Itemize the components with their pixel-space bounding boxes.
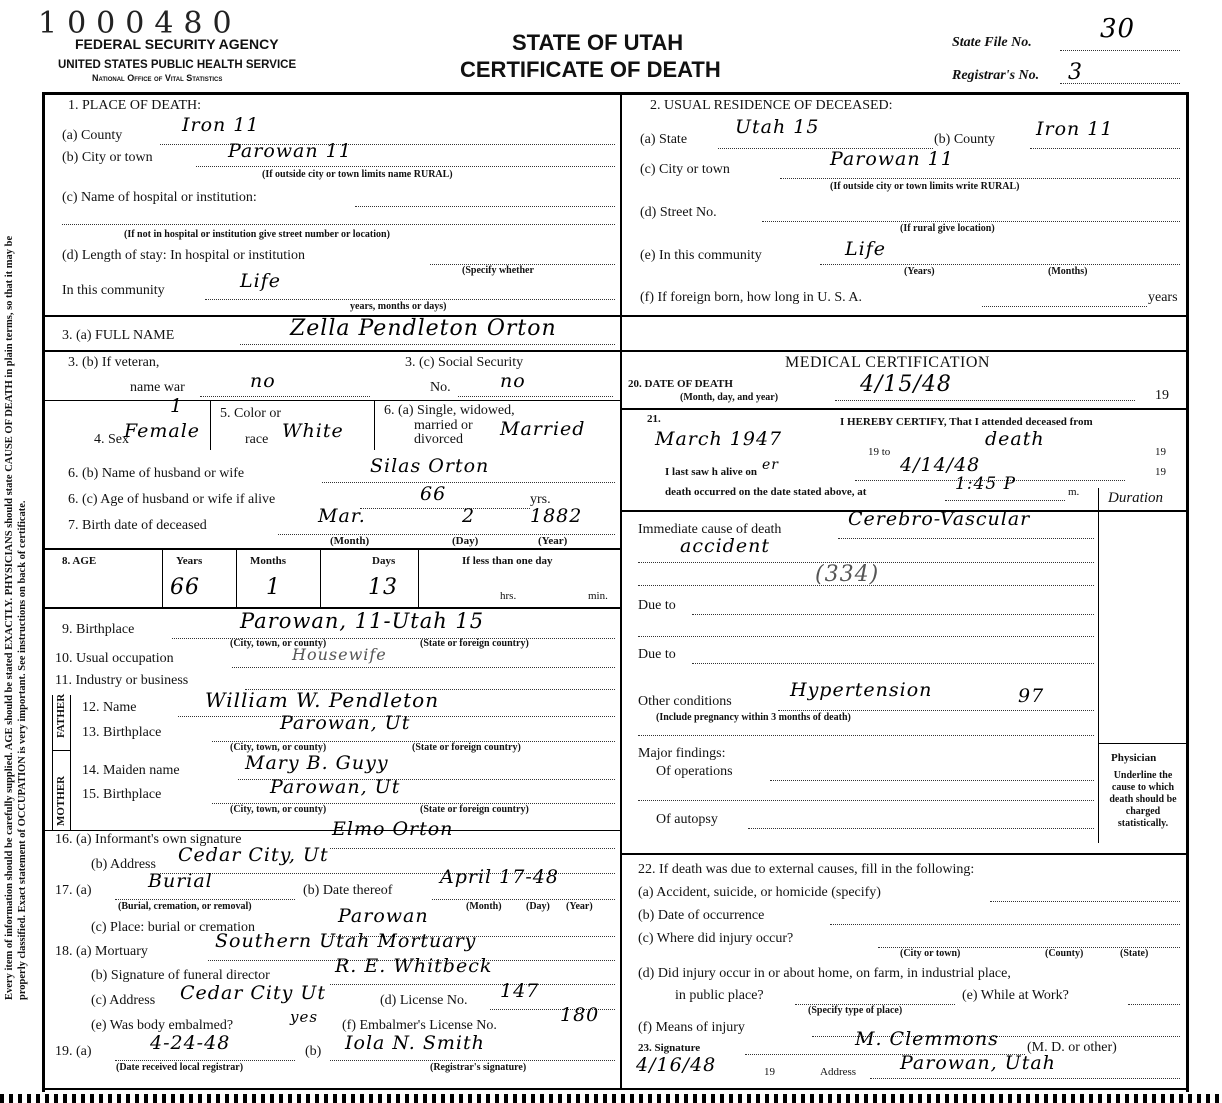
mother-birthplace-value: Parowan, Ut: [270, 776, 401, 798]
means-of-injury-label: (f) Means of injury: [638, 1020, 745, 1035]
race-label: race: [245, 432, 269, 447]
frame-center: [620, 92, 622, 1088]
title-state: STATE OF UTAH: [512, 30, 684, 55]
age-less-label: If less than one day: [462, 555, 553, 567]
community-value: Life: [240, 270, 281, 292]
informant-value: Elmo Orton: [332, 818, 454, 840]
rule: [620, 853, 1188, 855]
mother-birthplace-label: 15. Birthplace: [82, 787, 162, 802]
medical-cert-title: MEDICAL CERTIFICATION: [785, 354, 990, 371]
where-state-note: (State): [1120, 948, 1149, 959]
mortuary-label: 18. (a) Mortuary: [55, 944, 148, 959]
marital-label-1: 6. (a) Single, widowed,: [384, 403, 515, 418]
time-m: m.: [1068, 486, 1080, 498]
signature-19: 19: [764, 1066, 775, 1078]
res-community-label: (e) In this community: [640, 248, 762, 263]
sex-value: Female: [124, 420, 201, 442]
time-of-death-label: death occurred on the date stated above, at: [665, 486, 867, 498]
birthplace-label: 9. Birthplace: [62, 622, 135, 637]
ssn-label: 3. (c) Social Security: [405, 355, 524, 370]
received-note: (Date received local registrar): [116, 1062, 244, 1073]
certify-text: I HEREBY CERTIFY, That I attended deceased from: [840, 416, 1093, 428]
city-label: (b) City or town: [62, 150, 153, 165]
city-note: (If outside city or town limits name RURAL): [262, 169, 453, 180]
res-community-value: Life: [845, 238, 886, 260]
where-city-note: (City or town): [900, 948, 961, 959]
community-label: In this community: [62, 283, 165, 298]
birth-month-note: (Month): [330, 535, 370, 547]
hospital-label: (c) Name of hospital or institution:: [62, 190, 257, 205]
father-birthplace-value: Parowan, Ut: [280, 712, 411, 734]
physician-note: Underline the cause to which death should be charged statistically.: [1109, 770, 1177, 829]
rule: [418, 548, 419, 607]
father-bp-note-2: (State or foreign country): [412, 742, 521, 753]
race-value: White: [282, 420, 344, 442]
cert-21-label: 21.: [647, 413, 661, 425]
ssn-value: no: [500, 370, 526, 392]
mother-name-label: 14. Maiden name: [82, 763, 180, 778]
mortuary-address-label: (c) Address: [91, 993, 156, 1008]
while-at-work-label: (e) While at Work?: [962, 988, 1069, 1003]
rule: [42, 400, 620, 401]
county-label: (a) County: [62, 128, 123, 143]
date-of-death-value: 4/15/48: [860, 372, 952, 397]
attended-to: death: [985, 428, 1045, 450]
other-conditions-code: 97: [1018, 685, 1045, 707]
external-causes-label: 22. If death was due to external causes, fill in the following:: [638, 862, 975, 877]
sex-code: 1: [170, 395, 184, 417]
marital-label-3: divorced: [414, 432, 463, 447]
mother-name-value: Mary B. Guyy: [245, 752, 389, 774]
informant-address-label: (b) Address: [91, 857, 156, 872]
rule: [210, 400, 211, 450]
res-years-note: (Years): [904, 266, 935, 277]
due-to-1-label: Due to: [638, 598, 676, 613]
age-label: 8. AGE: [62, 555, 97, 567]
burial-place-label: (c) Place: burial or cremation: [91, 920, 256, 935]
last-saw-label: I last saw h alive on: [665, 466, 757, 478]
res-county-value: Iron 11: [1036, 118, 1114, 140]
agency-1: FEDERAL SECURITY AGENCY: [75, 36, 279, 52]
informant-label: 16. (a) Informant's own signature: [55, 832, 242, 847]
res-county-label: (b) County: [934, 132, 996, 147]
foreign-born-label: (f) If foreign born, how long in U. S. A.: [640, 290, 863, 305]
date-of-death-19: 19: [1155, 388, 1169, 403]
mother-bp-note-1: (City, town, or county): [230, 804, 327, 815]
mortuary-value: Southern Utah Mortuary: [215, 930, 477, 952]
rule: [42, 548, 620, 550]
frame-top: [42, 92, 1188, 95]
where-injury-label: (c) Where did injury occur?: [638, 931, 794, 946]
agency-3: National Office of Vital Statistics: [92, 73, 223, 83]
cause-code: (334): [815, 562, 880, 587]
received-label: 19. (a): [55, 1044, 92, 1059]
attended-to-label: 19 to: [868, 446, 891, 458]
director-value: R. E. Whitbeck: [335, 955, 493, 977]
street-note: (If rural give location): [900, 223, 995, 234]
signature-date: 4/16/48: [636, 1054, 717, 1076]
frame-bottom: [42, 1088, 1188, 1090]
stay-note: (Specify whether: [462, 265, 534, 276]
disposition-note: (Burial, cremation, or removal): [118, 901, 252, 912]
disposition-month-note: (Month): [466, 901, 502, 912]
spouse-age-value: 66: [420, 483, 447, 505]
rule: [162, 548, 163, 607]
res-city-value: Parowan 11: [830, 148, 954, 170]
occupation-label: 10. Usual occupation: [55, 651, 174, 666]
registrar-label: Registrar's No.: [952, 68, 1040, 83]
city-value: Parowan 11: [228, 140, 352, 162]
spouse-label: 6. (b) Name of husband or wife: [68, 466, 245, 481]
rule: [374, 400, 375, 450]
serial-number: 1000480: [38, 6, 242, 41]
signature-label: 23. Signature: [638, 1042, 701, 1054]
disposition-label: 17. (a): [55, 883, 92, 898]
sex-label: 4. Sex: [94, 432, 129, 447]
license-label: (d) License No.: [380, 993, 468, 1008]
father-name-value: William W. Pendleton: [205, 688, 440, 712]
birthplace-note-2: (State or foreign country): [420, 638, 529, 649]
foreign-years-unit: years: [1148, 290, 1178, 305]
side-instructions: Every item of information should be carefully supplied. AGE should be stated EXACTLY. PHYSICIANS should state CAUSE OF DEATH in plain terms, so that it may be properly classified. Exact statement of OCCUPATION is very important. See instructions on back of certificate.: [4, 235, 28, 1000]
agency-2: UNITED STATES PUBLIC HEALTH SERVICE: [58, 59, 297, 71]
hospital-note: (If not in hospital or institution give street number or location): [124, 229, 390, 240]
birth-month: Mar.: [318, 505, 366, 527]
burial-place-value: Parowan: [338, 905, 429, 927]
res-state-label: (a) State: [640, 132, 688, 147]
last-saw-19: 19: [1155, 466, 1166, 478]
other-conditions-value: Hypertension: [790, 679, 933, 701]
full-name-label: 3. (a) FULL NAME: [62, 328, 175, 343]
spouse-age-label: 6. (c) Age of husband or wife if alive: [68, 492, 276, 507]
state-file-label: State File No.: [952, 35, 1032, 50]
length-of-stay-label: (d) Length of stay: In hospital or institution: [62, 248, 306, 263]
registrar-sig-value: Iola N. Smith: [345, 1032, 485, 1054]
title-certificate: CERTIFICATE OF DEATH: [460, 57, 721, 82]
res-months-note: (Months): [1048, 266, 1088, 277]
where-county-note: (County): [1045, 948, 1084, 959]
physician-title: Physician: [1111, 752, 1157, 764]
frame-right: [1186, 92, 1189, 1092]
rule: [1098, 488, 1099, 843]
community-note: years, months or days): [350, 301, 447, 312]
place-of-death-label: 1. PLACE OF DEATH:: [68, 98, 202, 113]
birthplace-value: Parowan, 11-Utah 15: [240, 609, 485, 633]
major-findings-label: Major findings:: [638, 746, 726, 761]
residence-label: 2. USUAL RESIDENCE OF DECEASED:: [650, 98, 893, 113]
disposition-year-note: (Year): [566, 901, 593, 912]
disposition-date-value: April 17-48: [440, 866, 559, 888]
embalmed-label: (e) Was body embalmed?: [91, 1018, 234, 1033]
address-value: Parowan, Utah: [900, 1052, 1056, 1074]
date-of-death-note: (Month, day, and year): [680, 392, 779, 403]
operations-label: Of operations: [656, 764, 733, 779]
color-label: 5. Color or: [220, 406, 282, 421]
signature-value: M. Clemmons: [855, 1028, 999, 1050]
age-days-label: Days: [372, 555, 396, 567]
registrar-sig-note: (Registrar's signature): [430, 1062, 527, 1073]
spouse-age-unit: yrs.: [530, 492, 551, 507]
age-years-label: Years: [176, 555, 203, 567]
rule: [52, 695, 53, 830]
industry-label: 11. Industry or business: [55, 673, 189, 688]
mother-label: MOTHER: [55, 775, 67, 826]
registrar-sig-label: (b): [305, 1044, 322, 1059]
other-conditions-label: Other conditions: [638, 694, 732, 709]
accident-label: (a) Accident, suicide, or homicide (specify): [638, 885, 881, 900]
marital-value: Married: [500, 418, 586, 440]
director-label: (b) Signature of funeral director: [91, 968, 270, 983]
rule: [52, 750, 70, 751]
father-name-label: 12. Name: [82, 700, 137, 715]
res-state-value: Utah 15: [735, 116, 820, 138]
disposition-value: Burial: [148, 870, 213, 892]
mother-bp-note-2: (State or foreign country): [420, 804, 529, 815]
birth-day: 2: [462, 505, 476, 527]
birth-year-note: (Year): [538, 535, 568, 547]
autopsy-label: Of autopsy: [656, 812, 718, 827]
age-months-label: Months: [250, 555, 287, 567]
age-months-value: 1: [266, 575, 281, 600]
rule: [1098, 743, 1188, 744]
immediate-cause-label: Immediate cause of death: [638, 522, 782, 537]
disposition-date-label: (b) Date thereof: [303, 883, 393, 898]
hrs-label: hrs.: [500, 590, 517, 602]
date-of-death-label: 20. DATE OF DEATH: [628, 378, 733, 390]
other-conditions-note: (Include pregnancy within 3 months of death): [656, 712, 851, 723]
due-to-2-label: Due to: [638, 647, 676, 662]
time-of-death-value: 1:45 P: [955, 474, 1017, 494]
rule: [620, 350, 1188, 352]
spouse-value: Silas Orton: [370, 455, 490, 477]
attended-from: March 1947: [655, 428, 783, 450]
injury-place-label: (d) Did injury occur in or about home, on farm, in industrial place,: [638, 966, 1011, 981]
father-label: FATHER: [55, 693, 67, 738]
public-place-note: (Specify type of place): [808, 1005, 903, 1016]
immediate-cause-value: Cerebro-Vascular: [848, 508, 1031, 530]
duration-label: Duration: [1108, 490, 1164, 506]
full-name-value: Zella Pendleton Orton: [290, 316, 557, 341]
age-days-value: 13: [368, 575, 398, 600]
marital-label-2: married or: [414, 418, 473, 433]
name-war-label: name war: [130, 380, 185, 395]
father-bp-note-1: (City, town, or county): [230, 742, 327, 753]
res-city-note: (If outside city or town limits write RURAL): [830, 181, 1020, 192]
embalmer-license-value: 180: [560, 1004, 600, 1026]
county-value: Iron 11: [182, 114, 260, 136]
embalmer-license-label: (f) Embalmer's License No.: [342, 1018, 497, 1033]
res-city-label: (c) City or town: [640, 162, 730, 177]
last-saw-value: 4/14/48: [900, 454, 981, 476]
mortuary-address-value: Cedar City Ut: [180, 982, 327, 1004]
license-value: 147: [500, 980, 540, 1002]
veteran-label: 3. (b) If veteran,: [68, 355, 160, 370]
birth-date-label: 7. Birth date of deceased: [68, 518, 207, 533]
address-label: Address: [820, 1066, 857, 1078]
public-place-label: in public place?: [675, 988, 764, 1003]
occurrence-date-label: (b) Date of occurrence: [638, 908, 765, 923]
min-label: min.: [588, 590, 608, 602]
veteran-value: no: [250, 370, 276, 392]
embalmed-value: yes: [290, 1008, 319, 1026]
father-birthplace-label: 13. Birthplace: [82, 725, 162, 740]
rule: [320, 548, 321, 607]
last-saw-h: er: [762, 457, 779, 473]
rule: [42, 830, 620, 831]
md-label: (M. D. or other): [1027, 1040, 1117, 1055]
informant-address-value: Cedar City, Ut: [178, 844, 329, 866]
perforation: [0, 1094, 1222, 1103]
rule: [236, 548, 237, 607]
occupation-value: Housewife: [292, 645, 387, 664]
disposition-day-note: (Day): [526, 901, 550, 912]
birthplace-note-1: (City, town, or county): [230, 638, 327, 649]
registrar-value: 3: [1068, 60, 1083, 85]
birth-year: 1882: [530, 505, 583, 527]
received-value: 4-24-48: [150, 1032, 231, 1054]
age-years-value: 66: [170, 575, 200, 600]
state-file-value: 30: [1100, 14, 1136, 44]
birth-day-note: (Day): [452, 535, 479, 547]
frame-left: [42, 92, 45, 1092]
rule: [620, 408, 1188, 410]
ssn-no-label: No.: [430, 380, 451, 395]
immediate-cause-value-2: accident: [680, 535, 770, 557]
street-label: (d) Street No.: [640, 205, 717, 220]
attended-19: 19: [1155, 446, 1166, 458]
rule: [42, 350, 620, 352]
rule: [70, 695, 71, 830]
rule: [620, 315, 1188, 317]
